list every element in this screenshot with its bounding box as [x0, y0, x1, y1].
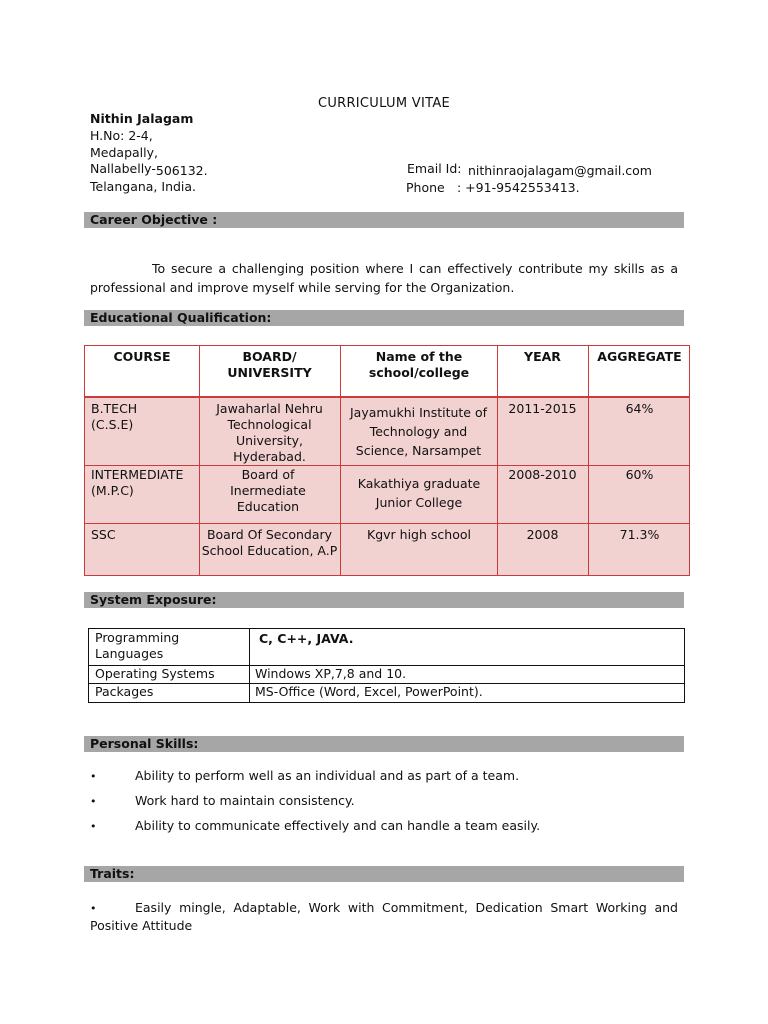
school-cell: Kgvr high school	[367, 527, 471, 542]
career-objective-text: To secure a challenging position where I can effectively contribute my skills as a professional and improve myself while serving for the Organization.	[90, 261, 678, 295]
traits-text: Easily mingle, Adaptable, Work with Commitment, Dedication Smart Working and Positive Attitude	[90, 900, 678, 933]
career-objective-heading: Career Objective :	[84, 212, 684, 228]
skill-label: Packages	[95, 684, 154, 699]
school-cell: Kakathiya graduate Junior College	[357, 476, 481, 510]
row-divider	[85, 465, 689, 466]
row-divider	[85, 523, 689, 524]
course-cell: B.TECH (C.S.E)	[91, 401, 138, 432]
system-exposure-heading: System Exposure:	[84, 592, 684, 608]
phone-value: : +91-9542553413.	[457, 180, 580, 195]
year-cell: 2011-2015	[508, 401, 577, 416]
career-objective-paragraph	[90, 259, 678, 297]
year-cell: 2008-2010	[508, 467, 577, 482]
address-line-3	[90, 161, 208, 177]
column-divider	[340, 346, 341, 575]
bullet-icon: •	[90, 820, 97, 833]
document-title: CURRICULUM VITAE	[317, 96, 451, 111]
address-line-4: Telangana, India.	[90, 179, 197, 194]
aggregate-cell: 71.3%	[619, 527, 660, 542]
list-item: • Ability to communicate effectively and can handle a team easily.	[90, 818, 541, 833]
skill-value: Windows XP,7,8 and 10.	[255, 666, 407, 681]
traits-heading: Traits:	[84, 866, 684, 882]
bullet-icon: •	[90, 795, 97, 808]
list-item: • Ability to perform well as an individual and as part of a team.	[90, 768, 520, 783]
skill-label: Operating Systems	[95, 666, 215, 681]
traits-paragraph	[90, 899, 678, 934]
school-cell: Jayamukhi Institute of Technology and Science, Narsampet	[349, 405, 488, 458]
address-line-1: H.No: 2-4,	[90, 128, 153, 143]
list-item: • Work hard to maintain consistency.	[90, 793, 355, 808]
column-header-school: Name of the school/college	[368, 349, 470, 380]
board-cell: Board of Inermediate Education	[230, 467, 306, 514]
course-cell: INTERMEDIATE (M.P.C)	[91, 467, 184, 498]
aggregate-cell: 64%	[625, 401, 654, 416]
column-header-board: BOARD/ UNIVERSITY	[227, 349, 312, 380]
education-heading: Educational Qualification:	[84, 310, 684, 326]
skill-value: MS-Office (Word, Excel, PowerPoint).	[255, 684, 483, 699]
board-cell: Jawaharlal Nehru Technological University, Hyderabad.	[216, 401, 323, 464]
board-cell: Board Of Secondary School Education, A.P	[201, 527, 338, 558]
address-pin: 506132.	[155, 163, 208, 178]
bullet-icon: •	[90, 902, 97, 915]
phone-label: Phone	[406, 180, 445, 195]
address-line-2: Medapally,	[90, 145, 158, 160]
skill-label: Programming Languages	[95, 630, 180, 661]
column-header-aggregate: AGGREGATE	[597, 349, 682, 364]
column-header-course: COURSE	[113, 349, 171, 364]
bullet-icon: •	[90, 770, 97, 783]
email-value: nithinraojalagam@gmail.com	[468, 163, 652, 178]
candidate-name: Nithin Jalagam	[90, 111, 194, 126]
column-header-year: YEAR	[524, 349, 561, 364]
skill-value: C, C++, JAVA.	[259, 631, 354, 646]
aggregate-cell: 60%	[625, 467, 654, 482]
row-divider	[85, 396, 689, 398]
year-cell: 2008	[526, 527, 559, 542]
email-label: Email Id:	[407, 161, 462, 176]
system-exposure-table	[88, 628, 685, 703]
course-cell: SSC	[91, 527, 116, 542]
personal-skills-heading: Personal Skills:	[84, 736, 684, 752]
address-town: Nallabelly-	[90, 161, 156, 176]
education-table	[84, 345, 690, 576]
